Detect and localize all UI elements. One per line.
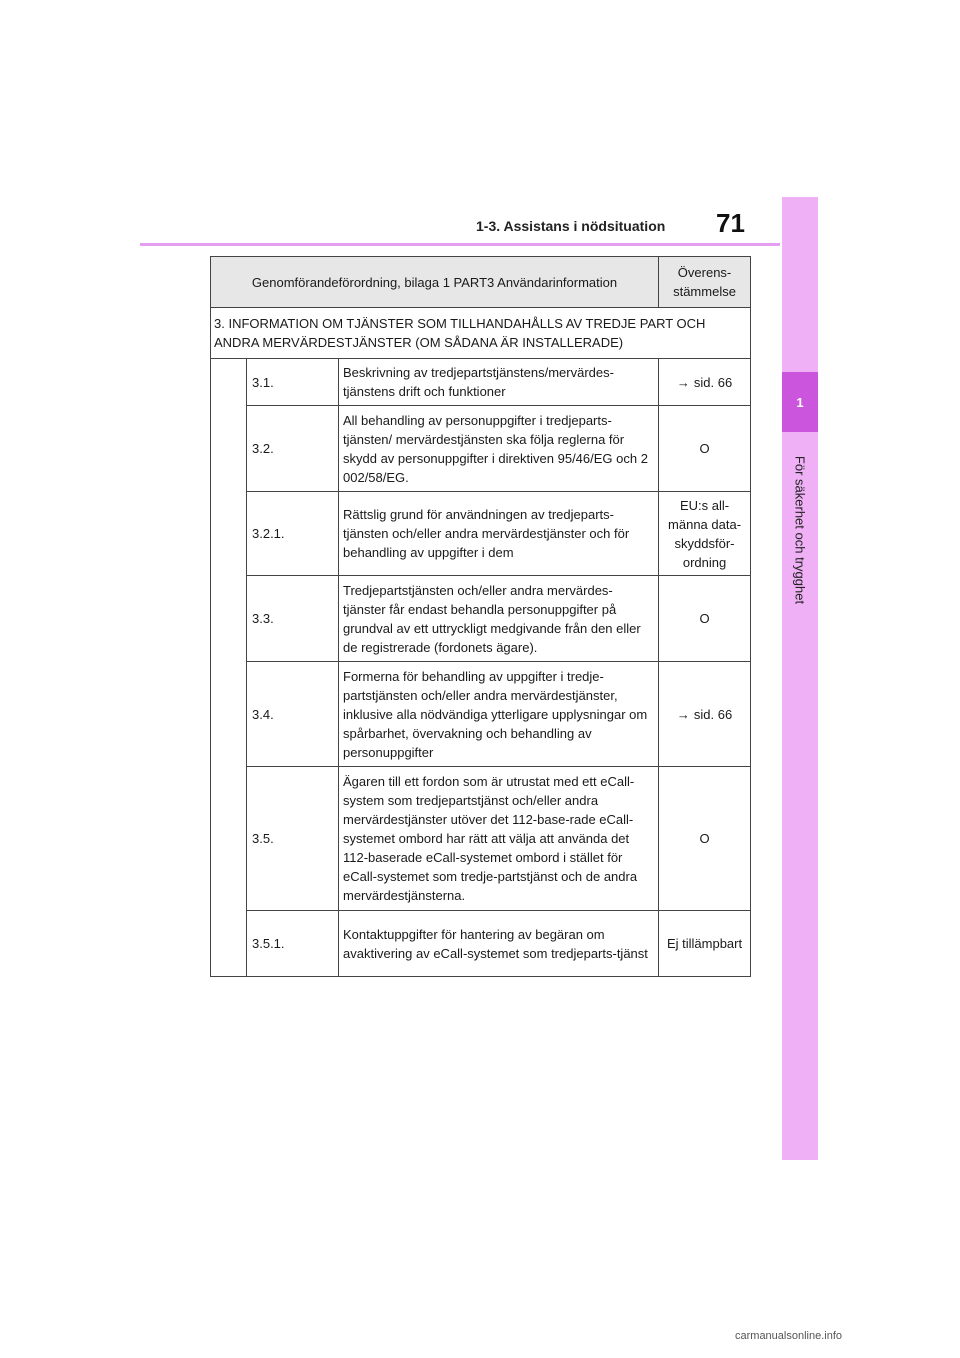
item-number: 3.2.1. <box>247 492 339 576</box>
page-number: 71 <box>716 208 745 238</box>
table-row <box>211 406 751 492</box>
item-conformity: O <box>659 406 751 492</box>
item-description: Ägaren till ett fordon som är utrustat med ett eCall-system som tredjepartstjänst och/eller andra mervärdestjänster utöver det 112-base-rade eCall-systemet ombord har rätt att välja att använda det 112-baserade eCall-systemet ombord i stället för eCall-systemet som tredje-partstjänst och de andra mervärdestjänsterna. <box>339 767 659 911</box>
header-divider <box>140 243 780 246</box>
page-reference-link[interactable]: sid. 66 <box>693 374 733 390</box>
item-number: 3.1. <box>247 359 339 406</box>
item-number: 3.4. <box>247 662 339 767</box>
item-conformity: Ej tillämpbart <box>659 911 751 977</box>
table-row <box>211 767 751 911</box>
table-row <box>211 662 751 767</box>
chapter-number: 1 <box>796 394 804 410</box>
item-conformity: EU:s all-männa data-skyddsför-ordning <box>659 492 751 576</box>
user-information-table <box>210 256 751 977</box>
item-conformity: O <box>659 767 751 911</box>
arrow-right-icon: → <box>676 374 690 390</box>
section-heading-row <box>211 308 751 359</box>
watermark: carmanualsonline.info <box>735 1330 843 1342</box>
item-description: Kontaktuppgifter för hantering av begäran om avaktivering av eCall-systemet som tredjeparts-tjänst <box>339 911 659 977</box>
table-row <box>211 492 751 576</box>
table-row <box>211 576 751 662</box>
column-header-regulation: Genomförandeförordning, bilaga 1 PART3 Användarinformation <box>211 257 659 308</box>
item-conformity <box>659 662 751 767</box>
item-description: Formerna för behandling av uppgifter i tredje-partstjänsten och/eller andra mervärdestjänster, inklusive alla nödvändiga ytterligare upplysningar om spårbarhet, övervakning och behandling av personuppgifter <box>339 662 659 767</box>
item-description: Rättslig grund för användningen av tredjeparts-tjänsten och/eller andra mervärdestjänster och för behandling av uppgifter i dem <box>339 492 659 576</box>
table-row <box>211 359 751 406</box>
item-number: 3.5. <box>247 767 339 911</box>
item-conformity: O <box>659 576 751 662</box>
section-title: 1-3. Assistans i nödsituation <box>476 218 666 234</box>
item-conformity <box>659 359 751 406</box>
item-number: 3.2. <box>247 406 339 492</box>
item-description: All behandling av personuppgifter i tredjeparts-tjänsten/ mervärdestjänsten ska följa reglerna för skydd av personuppgifter i direktiven 95/46/EG och 2 002/58/EG. <box>339 406 659 492</box>
chapter-side-tab <box>782 197 818 1160</box>
table-header-row <box>211 257 751 308</box>
item-number: 3.5.1. <box>247 911 339 977</box>
column-header-conformity: Överens-stämmelse <box>659 257 751 308</box>
section-heading: 3. INFORMATION OM TJÄNSTER SOM TILLHANDAHÅLLS AV TREDJE PART OCH ANDRA MERVÄRDESTJÄNSTER (OM SÅDANA ÄR INSTALLERADE) <box>211 308 751 359</box>
page-reference-link[interactable]: sid. 66 <box>693 706 733 722</box>
indent-cell <box>211 359 247 977</box>
item-number: 3.3. <box>247 576 339 662</box>
chapter-title: För säkerhet och trygghet <box>792 455 808 605</box>
item-description: Beskrivning av tredjepartstjänstens/mervärdes-tjänstens drift och funktioner <box>339 359 659 406</box>
chapter-number-box <box>782 372 818 432</box>
arrow-right-icon: → <box>676 706 690 722</box>
item-description: Tredjepartstjänsten och/eller andra mervärdes-tjänster får endast behandla personuppgifter på grundval av ett uttryckligt medgivande från den eller de registrerade (fordonets ägare). <box>339 576 659 662</box>
table-row <box>211 911 751 977</box>
